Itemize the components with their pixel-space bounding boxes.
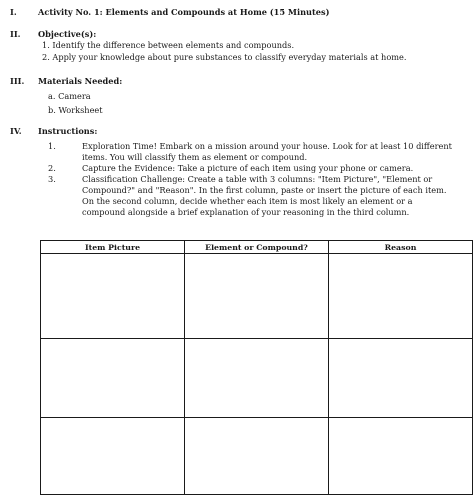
classification-cell[interactable] xyxy=(185,254,329,339)
material-item: a. Camera xyxy=(48,91,91,101)
instruction-step xyxy=(48,141,472,163)
materials-heading: Materials Needed: xyxy=(38,76,123,86)
instruction-step xyxy=(48,163,472,174)
instructions-heading: Instructions: xyxy=(38,126,98,136)
section-materials xyxy=(10,76,464,116)
column-header-reason: Reason xyxy=(329,241,473,254)
activity-title: Activity No. 1: Elements and Compounds at Home (15 Minutes) xyxy=(38,7,330,17)
step-number: 1. xyxy=(48,141,56,151)
objective-item: 1. Identify the difference between elements and compounds. xyxy=(42,40,295,50)
item-picture-cell[interactable] xyxy=(41,339,185,418)
objectives-heading: Objective(s): xyxy=(38,29,97,39)
section-numeral: III. xyxy=(10,76,25,86)
classification-cell[interactable] xyxy=(185,418,329,495)
table-row xyxy=(41,418,473,495)
reason-cell[interactable] xyxy=(329,418,473,495)
step-text: Exploration Time! Embark on a mission around your house. Look for at least 10 different items. You will classify them as element or compound. xyxy=(82,141,452,162)
column-header-item-picture: Item Picture xyxy=(41,241,185,254)
column-header-element-or-compound: Element or Compound? xyxy=(185,241,329,254)
section-numeral: II. xyxy=(10,29,21,39)
reason-cell[interactable] xyxy=(329,254,473,339)
table-header-row xyxy=(41,241,473,254)
instruction-list xyxy=(48,141,472,218)
step-number: 3. xyxy=(48,174,56,184)
reason-cell[interactable] xyxy=(329,339,473,418)
step-text: Classification Challenge: Create a table with 3 columns: "Item Picture", "Element or Compound?" and "Reason". In the first column, paste or insert the picture of each item. On the second column, decide whether each item is most likely an element or a compound alongside a brief explanation of your reasoning in the third column. xyxy=(82,174,447,217)
instruction-step xyxy=(48,174,472,218)
item-picture-cell[interactable] xyxy=(41,418,185,495)
step-text: Capture the Evidence: Take a picture of each item using your phone or camera. xyxy=(82,163,414,173)
objective-item: 2. Apply your knowledge about pure substances to classify everyday materials at home. xyxy=(42,52,407,62)
classification-cell[interactable] xyxy=(185,339,329,418)
section-objectives xyxy=(10,29,464,65)
table-row xyxy=(41,254,473,339)
table-row xyxy=(41,339,473,418)
item-picture-cell[interactable] xyxy=(41,254,185,339)
material-item: b. Worksheet xyxy=(48,105,103,115)
section-numeral: IV. xyxy=(10,126,22,136)
step-number: 2. xyxy=(48,163,56,173)
classification-table xyxy=(40,240,473,495)
section-activity-title xyxy=(10,7,464,19)
section-instructions xyxy=(10,126,464,234)
section-numeral: I. xyxy=(10,7,17,17)
